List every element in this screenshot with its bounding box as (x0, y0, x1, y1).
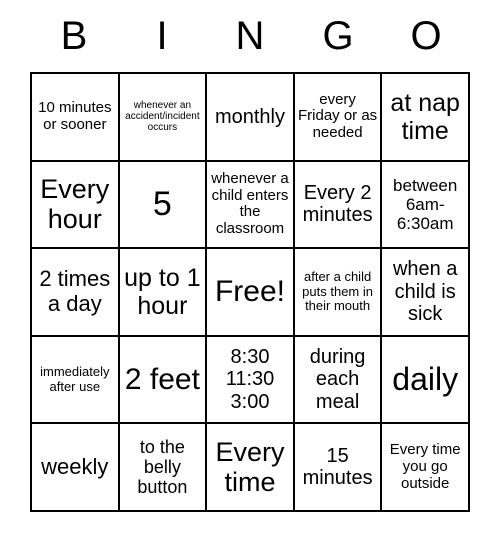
bingo-cell-r3c1[interactable]: 2 feet (119, 336, 207, 424)
bingo-cell-r2c0[interactable]: 2 times a day (31, 248, 119, 336)
bingo-cell-r3c2[interactable]: 8:30 11:30 3:00 (206, 336, 294, 424)
bingo-cell-r1c2[interactable]: whenever a child enters the classroom (206, 161, 294, 249)
header-letter-n: N (235, 14, 265, 58)
bingo-cell-r1c1[interactable]: 5 (119, 161, 207, 249)
bingo-cell-r0c4[interactable]: at nap time (381, 73, 469, 161)
bingo-cell-r4c4[interactable]: Every time you go outside (381, 423, 469, 511)
bingo-cell-r2c4[interactable]: when a child is sick (381, 248, 469, 336)
bingo-cell-r0c0[interactable]: 10 minutes or sooner (31, 73, 119, 161)
bingo-cell-r3c4[interactable]: daily (381, 336, 469, 424)
bingo-cell-r2c2-free[interactable]: Free! (206, 248, 294, 336)
bingo-cell-r2c3[interactable]: after a child puts them in their mouth (294, 248, 382, 336)
bingo-cell-r1c0[interactable]: Every hour (31, 161, 119, 249)
bingo-cell-r4c3[interactable]: 15 minutes (294, 423, 382, 511)
bingo-cell-r3c0[interactable]: immediately after use (31, 336, 119, 424)
bingo-cell-r4c0[interactable]: weekly (31, 423, 119, 511)
header-letter-i: I (156, 14, 168, 58)
bingo-cell-r1c4[interactable]: between 6am-6:30am (381, 161, 469, 249)
bingo-board (30, 72, 470, 512)
bingo-cell-r4c2[interactable]: Every time (206, 423, 294, 511)
bingo-header (30, 0, 470, 72)
bingo-cell-r0c2[interactable]: monthly (206, 73, 294, 161)
header-letter-o: O (410, 14, 442, 58)
bingo-cell-r0c1[interactable]: whenever an accident/incident occurs (119, 73, 207, 161)
header-letter-g: G (322, 14, 354, 58)
bingo-cell-r4c1[interactable]: to the belly button (119, 423, 207, 511)
bingo-cell-r2c1[interactable]: up to 1 hour (119, 248, 207, 336)
bingo-cell-r1c3[interactable]: Every 2 minutes (294, 161, 382, 249)
bingo-cell-r0c3[interactable]: every Friday or as needed (294, 73, 382, 161)
header-letter-b: B (60, 14, 88, 58)
bingo-cell-r3c3[interactable]: during each meal (294, 336, 382, 424)
